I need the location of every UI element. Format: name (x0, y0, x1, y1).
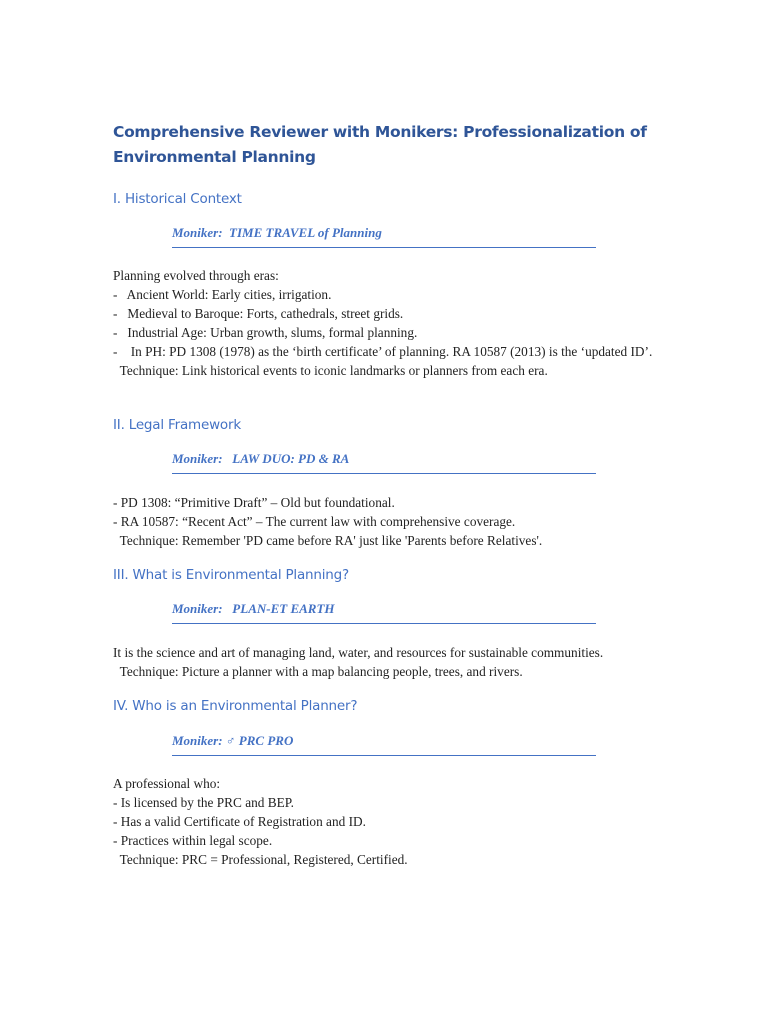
section-body (113, 493, 673, 550)
body-line: A professional who: (113, 776, 221, 791)
body-line: Technique: PRC = Professional, Registered, Certified. (113, 852, 408, 867)
body-line: - PD 1308: “Primitive Draft” – Old but foundational. (113, 495, 395, 510)
moniker-text: Moniker: ♂ PRC PRO (172, 733, 294, 748)
section-heading-what-is-environmental-planning: III. What is Environmental Planning? (113, 567, 349, 583)
section-body (113, 774, 673, 869)
body-line: Technique: Picture a planner with a map balancing people, trees, and rivers. (113, 664, 523, 679)
moniker-text: Moniker: LAW DUO: PD & RA (172, 451, 350, 466)
body-line: - Is licensed by the PRC and BEP. (113, 795, 294, 810)
body-line: - Medieval to Baroque: Forts, cathedrals, street grids. (113, 306, 404, 321)
body-line: - Industrial Age: Urban growth, slums, formal planning. (113, 325, 418, 340)
section-heading-who-is-environmental-planner: IV. Who is an Environmental Planner? (113, 698, 358, 714)
body-line: It is the science and art of managing land, water, and resources for sustainable communities. (113, 645, 604, 660)
section-body (113, 266, 673, 380)
moniker-box (172, 450, 596, 474)
moniker-text: Moniker: TIME TRAVEL of Planning (172, 225, 382, 240)
body-line: Technique: Remember 'PD came before RA' just like 'Parents before Relatives'. (113, 533, 543, 548)
body-line: - In PH: PD 1308 (1978) as the ‘birth certificate’ of planning. RA 10587 (2013) is the ‘updated ID’. (113, 344, 653, 359)
body-line: - Ancient World: Early cities, irrigation. (113, 287, 332, 302)
section-heading-legal-framework: II. Legal Framework (113, 417, 241, 433)
body-line: - Has a valid Certificate of Registration and ID. (113, 814, 366, 829)
moniker-box (172, 732, 596, 756)
moniker-text: Moniker: PLAN-ET EARTH (172, 601, 335, 616)
body-line: - Practices within legal scope. (113, 833, 273, 848)
moniker-box (172, 224, 596, 248)
document-title: Comprehensive Reviewer with Monikers: Professionalization of Environmental Planning (113, 123, 647, 166)
section-heading-historical-context: I. Historical Context (113, 191, 242, 207)
body-line: Technique: Link historical events to iconic landmarks or planners from each era. (113, 363, 548, 378)
body-line: - RA 10587: “Recent Act” – The current law with comprehensive coverage. (113, 514, 516, 529)
moniker-box (172, 600, 596, 624)
body-line: Planning evolved through eras: (113, 268, 279, 283)
section-body (113, 643, 673, 681)
document-content (113, 120, 673, 867)
